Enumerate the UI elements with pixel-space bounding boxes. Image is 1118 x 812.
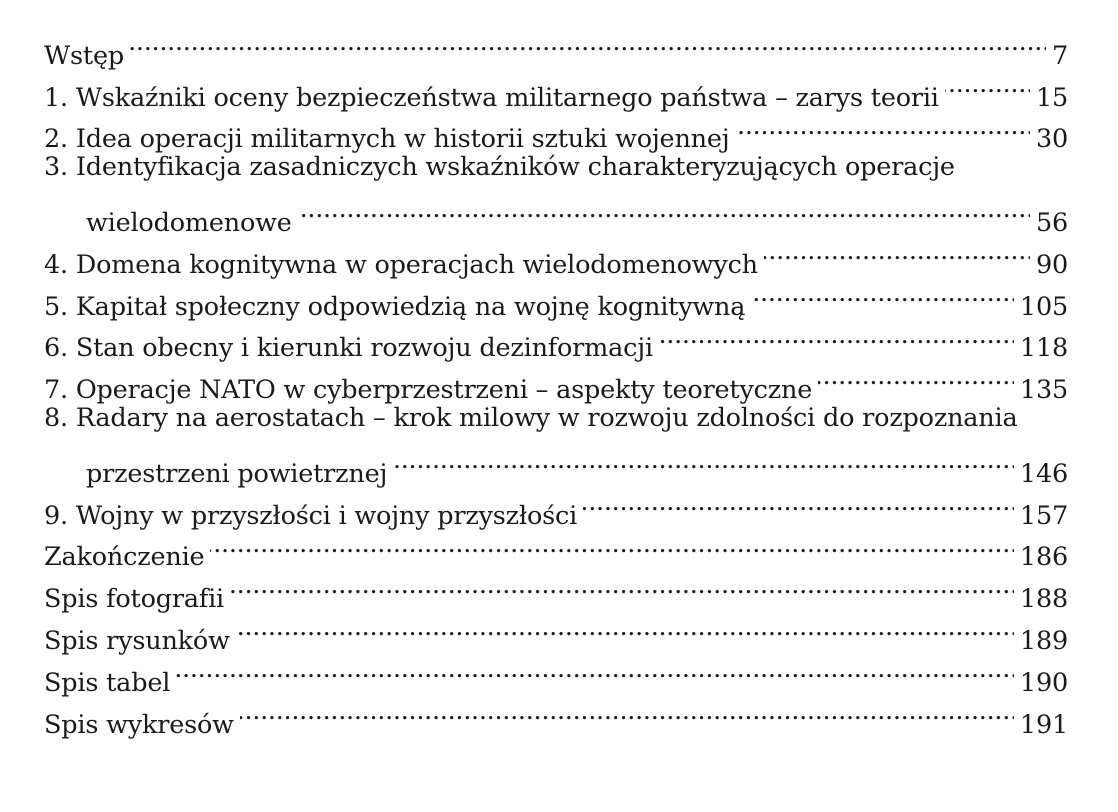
toc-entry	[44, 147, 1068, 238]
toc-entry-line	[44, 607, 1068, 656]
dot-leader	[210, 524, 1013, 566]
toc-entry	[44, 691, 1068, 740]
dot-leader	[583, 482, 1014, 524]
toc-entry-continuation-line	[44, 189, 1068, 238]
toc-entry-line	[44, 315, 1068, 364]
dot-leader	[240, 691, 1014, 733]
toc-entry-title: 4. Domena kognitywna w operacjach wielodomenowych	[44, 249, 758, 280]
toc-entry-title: wielodomenowe	[86, 207, 292, 238]
toc-page-number: 135	[1019, 375, 1068, 406]
toc-entry-title: 7. Operacje NATO w cyberprzestrzeni – aspekty teoretyczne	[44, 375, 813, 406]
dot-leader	[659, 315, 1014, 357]
toc-entry-title: 9. Wojny w przyszłości i wojny przyszłości	[44, 500, 578, 531]
toc-entry-line	[44, 565, 1068, 615]
toc-page-number: 118	[1019, 333, 1068, 364]
dot-leader	[945, 64, 1030, 106]
toc-entry	[44, 106, 1068, 155]
toc-entry-line	[44, 231, 1068, 280]
toc-entry-line	[44, 22, 1068, 71]
toc-entry-title: Zakończenie	[44, 542, 205, 573]
toc-entry	[44, 22, 1068, 71]
toc-entry-line	[44, 482, 1068, 531]
toc-entry-line	[44, 273, 1068, 322]
toc-entry-title: Wstęp	[44, 40, 124, 71]
toc-entry	[44, 607, 1068, 656]
dot-leader	[736, 106, 1030, 148]
dot-leader	[393, 440, 1014, 482]
toc-entry-line	[44, 356, 1068, 406]
toc-entry	[44, 231, 1068, 280]
toc-page-number: 105	[1019, 291, 1068, 322]
table-of-contents	[44, 22, 1068, 740]
toc-page-number: 157	[1019, 500, 1068, 531]
toc-entry	[44, 565, 1068, 615]
dot-leader	[751, 273, 1014, 315]
toc-page-number: 190	[1019, 667, 1068, 698]
toc-entry-line	[44, 106, 1068, 155]
toc-page-number: 189	[1019, 625, 1068, 656]
toc-page-number: 7	[1051, 40, 1068, 71]
dot-leader	[176, 649, 1014, 691]
toc-entry-title: Spis wykresów	[44, 709, 234, 740]
dot-leader	[818, 356, 1014, 398]
toc-entry-title: przestrzeni powietrznej	[86, 458, 388, 489]
dot-leader	[236, 607, 1014, 649]
toc-page-number: 90	[1035, 249, 1068, 280]
dot-leader	[130, 22, 1046, 64]
toc-page-number: 188	[1019, 584, 1068, 615]
dot-leader	[298, 189, 1030, 231]
dot-leader	[764, 231, 1030, 273]
toc-entry	[44, 482, 1068, 531]
toc-entry-line	[44, 147, 1068, 189]
toc-entry-title: 1. Wskaźniki oceny bezpieczeństwa militarnego państwa – zarys teorii	[44, 82, 939, 113]
toc-entry-line	[44, 64, 1068, 113]
toc-entry	[44, 524, 1068, 573]
toc-entry-line	[44, 649, 1068, 698]
toc-entry-line	[44, 524, 1068, 573]
toc-entry-line	[44, 398, 1068, 440]
toc-page-number: 186	[1019, 542, 1068, 573]
toc-entry-continuation-line	[44, 440, 1068, 489]
toc-entry	[44, 356, 1068, 406]
toc-entry	[44, 273, 1068, 322]
toc-entry	[44, 315, 1068, 364]
toc-entry-title: 6. Stan obecny i kierunki rozwoju dezinformacji	[44, 333, 653, 364]
toc-entry-title: 2. Idea operacji militarnych w historii sztuki wojennej	[44, 124, 730, 155]
toc-page-number: 191	[1019, 709, 1068, 740]
toc-page-number: 30	[1035, 124, 1068, 155]
toc-entry-title: Spis fotografii	[44, 584, 224, 615]
toc-entry	[44, 64, 1068, 113]
toc-page-number: 15	[1035, 82, 1068, 113]
toc-entry-title: Spis tabel	[44, 667, 171, 698]
toc-entry	[44, 649, 1068, 698]
toc-page-number: 56	[1035, 207, 1068, 238]
toc-entry-title: Spis rysunków	[44, 625, 230, 656]
toc-entry-title: 3. Identyfikacja zasadniczych wskaźników charakteryzujących operacje	[44, 152, 955, 183]
toc-entry	[44, 398, 1068, 489]
toc-entry-title: 8. Radary na aerostatach – krok milowy w rozwoju zdolności do rozpoznania	[44, 403, 1018, 434]
toc-entry-line	[44, 691, 1068, 740]
dot-leader	[230, 565, 1014, 607]
toc-entry-title: 5. Kapitał społeczny odpowiedzią na wojnę kognitywną	[44, 291, 746, 322]
toc-page-number: 146	[1019, 458, 1068, 489]
